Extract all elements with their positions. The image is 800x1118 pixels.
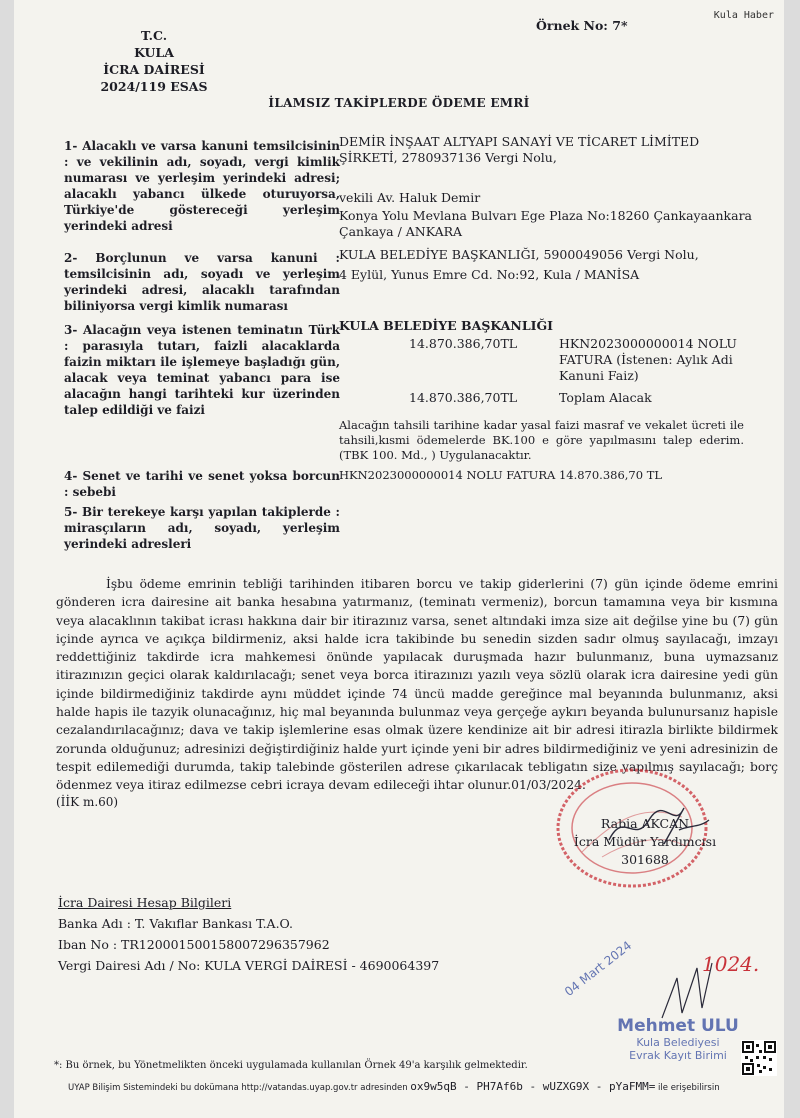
bank-info	[58, 892, 439, 976]
document-title: İLAMSIZ TAKİPLERDE ÖDEME EMRİ	[268, 96, 530, 110]
invoice-description: HKN2023000000014 NOLU FATURA (İstenen: Aylık Adi Kanuni Faiz)	[559, 336, 737, 383]
header-line: KULA	[134, 45, 174, 60]
bank-name: Banka Adı : T. Vakıflar Bankası T.A.O.	[58, 916, 294, 931]
uyap-access-line	[68, 1080, 720, 1093]
section-2-label: 2- Borçlunun ve varsa kanuni : temsilcisinin adı, soyadı ve yerleşim yerindeki adresi, alacaklı tarafından biliniyorsa vergi kimlik numarası	[64, 251, 340, 313]
footnote: *: Bu örnek, bu Yönetmelikten önceki uygulamada kullanılan Örnek 49'a karşılık gelmektedir.	[54, 1060, 528, 1071]
header-line: 2024/119 ESAS	[100, 79, 208, 94]
sample-number: Örnek No: 7*	[536, 18, 628, 33]
claim-heading: KULA BELEDİYE BAŞKANLIĞI	[339, 318, 553, 333]
stamp-line-1: Kula Belediyesi	[636, 1036, 720, 1049]
section-1-label: 1- Alacaklı ve varsa kanuni temsilcisinin : ve vekilinin adı, soyadı, vergi kimlik numarası ve yerleşim yerindeki adresi; alacaklı yabancı ülkede oturuyorsa, Türkiye'de göstereceği yerleşim yerindeki adresi	[64, 139, 340, 233]
section-4-label: 4- Senet ve tarihi ve senet yoksa borcun : sebebi	[64, 469, 340, 499]
section-2-value	[339, 247, 759, 283]
iban-number: Iban No : TR120001500158007296357962	[58, 937, 330, 952]
creditor-address: Konya Yolu Mevlana Bulvarı Ege Plaza No:18260 Çankayaankara Çankaya / ANKARA	[339, 208, 753, 239]
office-header	[84, 27, 224, 95]
section-3-label: 3- Alacağın veya istenen teminatın Türk : parasıyla tutarı, faizli alacaklarda faizin miktarı ile işlemeye başladığı gün, alacak veya teminat yabancı para ise alacağın hangi tarihteki kur üzerinden talep edildiği ve faizi	[64, 323, 340, 417]
uyap-prefix: UYAP Bilişim Sistemindeki bu dokümana http://vatandas.uyap.gov.tr adresinden	[68, 1083, 408, 1093]
signature-scribble-icon	[652, 958, 722, 1028]
interest-note: Alacağın tahsili tarihine kadar yasal faizi masraf ve vekalet ücreti ile tahsili,kısmi ödemelerde BK.100 e göre yapılmasını talep ederim. (TBK 100. Md., ) Uygulanacaktır.	[339, 418, 744, 462]
registry-number: 1024.	[702, 952, 760, 976]
debtor-name: KULA BELEDİYE BAŞKANLIĞI, 5900049056 Vergi Nolu,	[339, 247, 699, 262]
creditor-lawyer: vekili Av. Haluk Demir	[339, 190, 481, 205]
claim-amount: 14.870.386,70TL	[409, 336, 518, 351]
total-amount: 14.870.386,70TL	[409, 390, 518, 405]
debtor-address: 4 Eylül, Yunus Emre Cd. No:92, Kula / MANİSA	[339, 267, 640, 282]
header-line: İCRA DAİRESİ	[103, 62, 205, 77]
stamp-owner: Mehmet ULU	[617, 1016, 739, 1036]
creditor-name: DEMİR İNŞAAT ALTYAPI SANAYİ VE TİCARET LİMİTED ŞİRKETİ, 2780937136 Vergi Nolu,	[339, 134, 700, 165]
debt-reason: HKN2023000000014 NOLU FATURA 14.870.386,70 TL	[339, 468, 663, 482]
section-1-value	[339, 134, 759, 240]
uyap-access-code: ox9w5qB - PH7Af6b - wUZXG9X - pYaFMM=	[410, 1080, 656, 1093]
stamp-line-2: Evrak Kayıt Birimi	[629, 1049, 727, 1062]
tax-office: Vergi Dairesi Adı / No: KULA VERGİ DAİRESİ - 4690064397	[58, 958, 440, 973]
section-5-label: 5- Bir terekeye karşı yapılan takiplerde : mirasçıların adı, soyadı, yerleşim yerindeki adresleri	[64, 505, 340, 551]
qr-code-icon	[741, 1040, 777, 1076]
section-3-value	[339, 318, 759, 463]
total-label: Toplam Alacak	[559, 390, 652, 405]
stamp-date: 04 Mart 2024	[562, 938, 635, 1000]
signer-number: 301688	[621, 852, 669, 867]
uyap-suffix: ile erişebilirsin	[658, 1083, 720, 1093]
header-line: T.C.	[140, 28, 168, 43]
law-reference: (İİK m.60)	[56, 795, 119, 809]
notice-paragraph: İşbu ödeme emrinin tebliği tarihinden itibaren borcu ve takip giderlerini (7) gün içinde ödeme emrini gönderen icra dairesine ait banka hesabına yatırmanız, (teminatı vermeniz), borcun tamamına veya bir kısmına veya alacaklının takibat icrası hakkına dair bir itirazınız varsa, senet altındaki imza size ait değilse yine bu (7) gün içinde ayrıca ve açıkça bildirmeniz, aksi halde icra takibinde bu senedin sizden sadır olmuş sayılacağı, imzayı reddettiğiniz takdirde icra mahkemesi önünde yapılacak duruşmada hazır bulunmanız, buna uymazsanız itirazınızın geçici olarak kaldırılacağı; senet veya borca itirazınızı yazılı veya sözlü olarak icra dairesine yedi gün içinde bildirmediğiniz takdirde aynı müddet içinde 74 üncü madde gereğince mal beyanında bulunmanız, aksi halde hapis ile tazyik olunacağınız, hiç mal beyanında bulunmaz veya gerçeğe aykırı beyanda bulunursanız hapisle cezalandırılacağınız; dava ve takip işlemlerine esas olmak üzere kendinize ait bir adresi itirazla birlikte bildirmek zorunda olduğunuz; adresinizi değiştirdiğiniz halde yurt içinde yeni bir adres bildirmediğiniz ve yeni adresinizin de tespit edilemediği durumda, takip talebinde gösterilen adrese çıkarılacak tebligatın size yapılmış sayılacağı; borç ödenmez veya itiraz edilmezse cebri icraya devam edileceği ihtar olunur.01/03/2024.	[56, 577, 778, 793]
watermark: Kula Haber	[713, 10, 774, 21]
document-page	[14, 0, 784, 1118]
handwritten-signature-icon	[604, 800, 714, 850]
bank-heading: İcra Dairesi Hesap Bilgileri	[58, 895, 232, 910]
signer-title: İcra Müdür Yardımcısı	[573, 834, 717, 849]
signer-name: Rabia AKCAN	[600, 816, 690, 831]
